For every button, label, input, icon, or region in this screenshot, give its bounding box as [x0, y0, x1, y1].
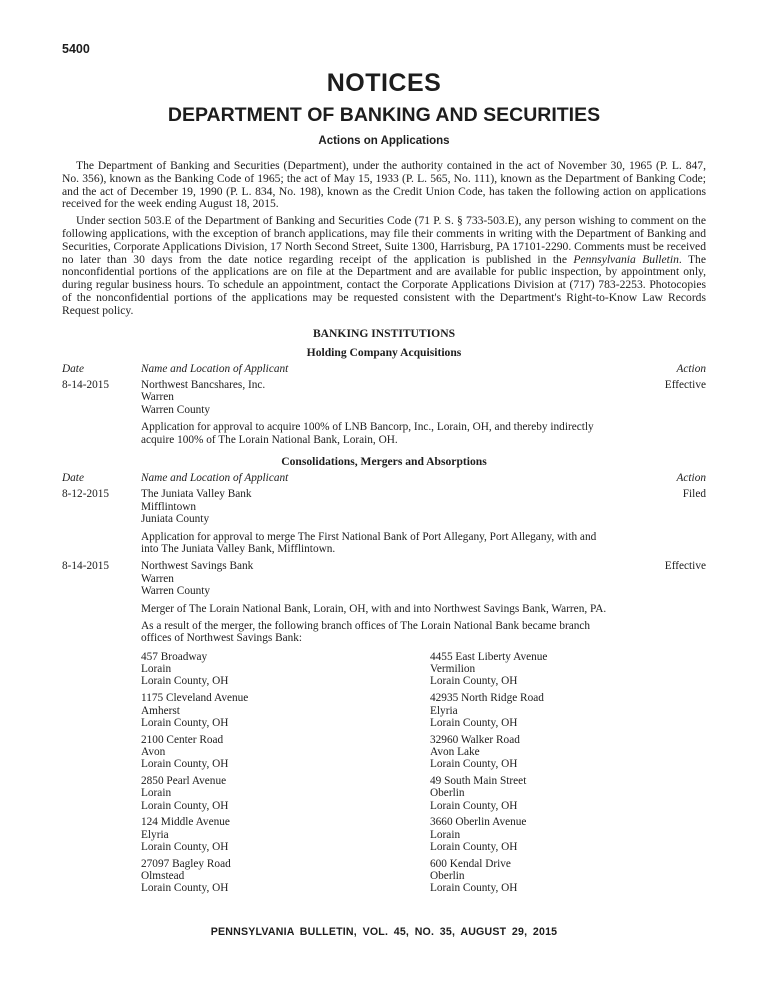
intro-paragraph-2-text-after: . The nonconfidential portions of the applications are on file at the Department and are available for public inspection, by appointment only, during regular business hours. To schedule an appointment, contact the Corporate Applications Division at (717) 783-2253. Photocopies of the nonconfidential portions of the applications may be requested consistent with the Department's Right-to-Know Law Records Request policy. — [62, 252, 706, 317]
column-header-name: Name and Location of Applicant — [141, 362, 289, 375]
holding-table-header — [62, 363, 706, 375]
branch-county: Lorain County, OH — [430, 841, 518, 854]
row-date: 8-14-2015 — [62, 378, 110, 391]
spacer — [62, 619, 141, 645]
intro-paragraph-2-text: Under section 503.E of the Department of Banking and Securities Code (71 P. S. § 733-503.E), any person wishing to comment on the following applications, with the exception of branch applications, may file their comments in writing with the Department of Banking and Securities, Corporate Applications Division, 17 North Second Street, Suite 1300, Harrisburg, PA 17101-2290. Comments must be received no later than 30 days from the date notice regarding receipt of the application is published in the — [62, 214, 706, 266]
department-title: DEPARTMENT OF BANKING AND SECURITIES — [167, 104, 601, 126]
branch-block — [430, 651, 706, 688]
branch-city: Avon — [141, 745, 166, 758]
row-action: Effective — [664, 560, 706, 573]
applicant-city: Mifflintown — [141, 500, 197, 513]
branch-column-right — [430, 651, 706, 899]
mergers-table-description-row-1 — [62, 530, 706, 556]
consolidations-mergers-heading: Consolidations, Mergers and Absorptions — [281, 455, 487, 468]
spacer — [62, 420, 141, 446]
branch-county: Lorain County, OH — [141, 675, 229, 688]
branch-street: 4455 East Liberty Avenue — [430, 650, 548, 663]
row-action: Filed — [682, 488, 706, 501]
column-header-name: Name and Location of Applicant — [141, 472, 289, 484]
branch-county: Lorain County, OH — [430, 799, 518, 812]
intro-paragraph-1: The Department of Banking and Securities (Department), under the authority contained in the act of November 30, 1965 (P. L. 847, No. 356), known as the Banking Code of 1965; the act of May 15, 1933 (P. L. 565, No. 111), known as the Department of Banking Code; and the act of December 19, 1990 (P. L. 834, No. 198), known as the Credit Union Code, has taken the following action on applications received for the week ending August 18, 2015. — [62, 159, 706, 211]
branch-city: Elyria — [141, 828, 169, 841]
branch-city: Vermilion — [430, 663, 476, 676]
branch-county: Lorain County, OH — [141, 841, 229, 854]
branch-address-list — [141, 651, 706, 899]
branch-city: Oberlin — [430, 787, 465, 800]
branch-block — [141, 858, 430, 895]
branch-county: Lorain County, OH — [141, 799, 229, 812]
column-header-action: Action — [676, 362, 706, 375]
banking-institutions-heading: BANKING INSTITUTIONS — [312, 326, 456, 340]
applicant-county: Juniata County — [141, 513, 210, 526]
spacer — [62, 645, 141, 899]
branch-block — [430, 734, 706, 771]
branch-county: Lorain County, OH — [141, 758, 229, 771]
applicant-county: Warren County — [141, 585, 211, 598]
row-date: 8-14-2015 — [62, 560, 110, 573]
branch-city: Lorain — [141, 787, 172, 800]
branch-street: 42935 North Ridge Road — [430, 692, 544, 705]
branch-block — [141, 651, 430, 688]
branch-city: Olmstead — [141, 870, 185, 883]
branch-city: Lorain — [430, 828, 461, 841]
branch-street: 49 South Main Street — [430, 775, 527, 788]
row-applicant — [141, 379, 614, 416]
branch-county: Lorain County, OH — [430, 675, 518, 688]
branch-block — [430, 775, 706, 812]
branch-county: Lorain County, OH — [141, 882, 229, 895]
merger-description: Merger of The Lorain National Bank, Lorain, OH, with and into Northwest Savings Bank, Warren, PA. — [141, 602, 607, 615]
row-applicant — [141, 560, 614, 597]
branch-street: 3660 Oberlin Avenue — [430, 816, 527, 829]
mergers-table-description-row-3 — [62, 619, 706, 645]
branch-county: Lorain County, OH — [141, 716, 229, 729]
spacer — [62, 530, 141, 556]
branch-city: Lorain — [141, 663, 172, 676]
column-header-date: Date — [62, 472, 84, 484]
branch-street: 124 Middle Avenue — [141, 816, 230, 829]
column-header-action: Action — [676, 472, 706, 484]
branch-city: Amherst — [141, 704, 180, 717]
branch-city: Elyria — [430, 704, 458, 717]
branch-list-row — [62, 645, 706, 899]
column-header-date: Date — [62, 362, 84, 375]
branch-street: 600 Kendal Drive — [430, 857, 511, 870]
row-description: Application for approval to merge The First National Bank of Port Allegany, Port Allegany, with and into The Juniata Valley Bank, Mifflintown. — [141, 530, 597, 556]
applicant-county: Warren County — [141, 403, 211, 416]
holding-company-acquisitions-heading: Holding Company Acquisitions — [306, 345, 462, 359]
applicant-city: Warren — [141, 391, 174, 404]
holding-table-description-row — [62, 420, 706, 446]
branch-street: 2850 Pearl Avenue — [141, 775, 227, 788]
branch-county: Lorain County, OH — [430, 716, 518, 729]
branch-street: 32960 Walker Road — [430, 733, 520, 746]
merger-result-note: As a result of the merger, the following branch offices of The Lorain National Bank became branch offices of Northwest Savings Bank: — [141, 620, 591, 645]
page-footer: PENNSYLVANIA BULLETIN, VOL. 45, NO. 35, AUGUST 29, 2015 — [210, 926, 558, 938]
branch-block — [430, 816, 706, 853]
pennsylvania-bulletin-italic: Pennsylvania Bulletin — [573, 252, 679, 266]
branch-block — [141, 816, 430, 853]
applicant-name: Northwest Bancshares, Inc. — [141, 378, 266, 391]
applicant-name: The Juniata Valley Bank — [141, 488, 252, 501]
mergers-table-description-row-2 — [62, 602, 706, 615]
row-date: 8-12-2015 — [62, 488, 110, 501]
applicant-city: Warren — [141, 572, 174, 585]
branch-street: 2100 Center Road — [141, 733, 224, 746]
branch-county: Lorain County, OH — [430, 882, 518, 895]
branch-city: Avon Lake — [430, 745, 480, 758]
page-title: NOTICES — [326, 69, 442, 97]
row-action: Effective — [664, 378, 706, 391]
applicant-name: Northwest Savings Bank — [141, 560, 254, 573]
branch-block — [141, 775, 430, 812]
branch-county: Lorain County, OH — [430, 758, 518, 771]
branch-street: 1175 Cleveland Avenue — [141, 692, 249, 705]
mergers-table-row-2 — [62, 560, 706, 597]
actions-on-applications-heading: Actions on Applications — [318, 135, 450, 147]
branch-street: 457 Broadway — [141, 650, 208, 663]
branch-street: 27097 Bagley Road — [141, 857, 231, 870]
branch-block — [430, 858, 706, 895]
page-number: 5400 — [62, 42, 90, 56]
branch-column-left — [141, 651, 430, 899]
mergers-table-header — [62, 472, 706, 484]
row-description: Application for approval to acquire 100% of LNB Bancorp, Inc., Lorain, OH, and thereby indirectly acquire 100% of The Lorain National Bank, Lorain, OH. — [141, 421, 594, 446]
branch-city: Oberlin — [430, 870, 465, 883]
branch-block — [141, 734, 430, 771]
branch-block — [141, 692, 430, 729]
spacer — [62, 602, 141, 615]
row-applicant — [141, 488, 614, 525]
branch-block — [430, 692, 706, 729]
holding-table-row — [62, 379, 706, 416]
intro-paragraph-2 — [62, 215, 706, 317]
mergers-table-row-1 — [62, 488, 706, 525]
